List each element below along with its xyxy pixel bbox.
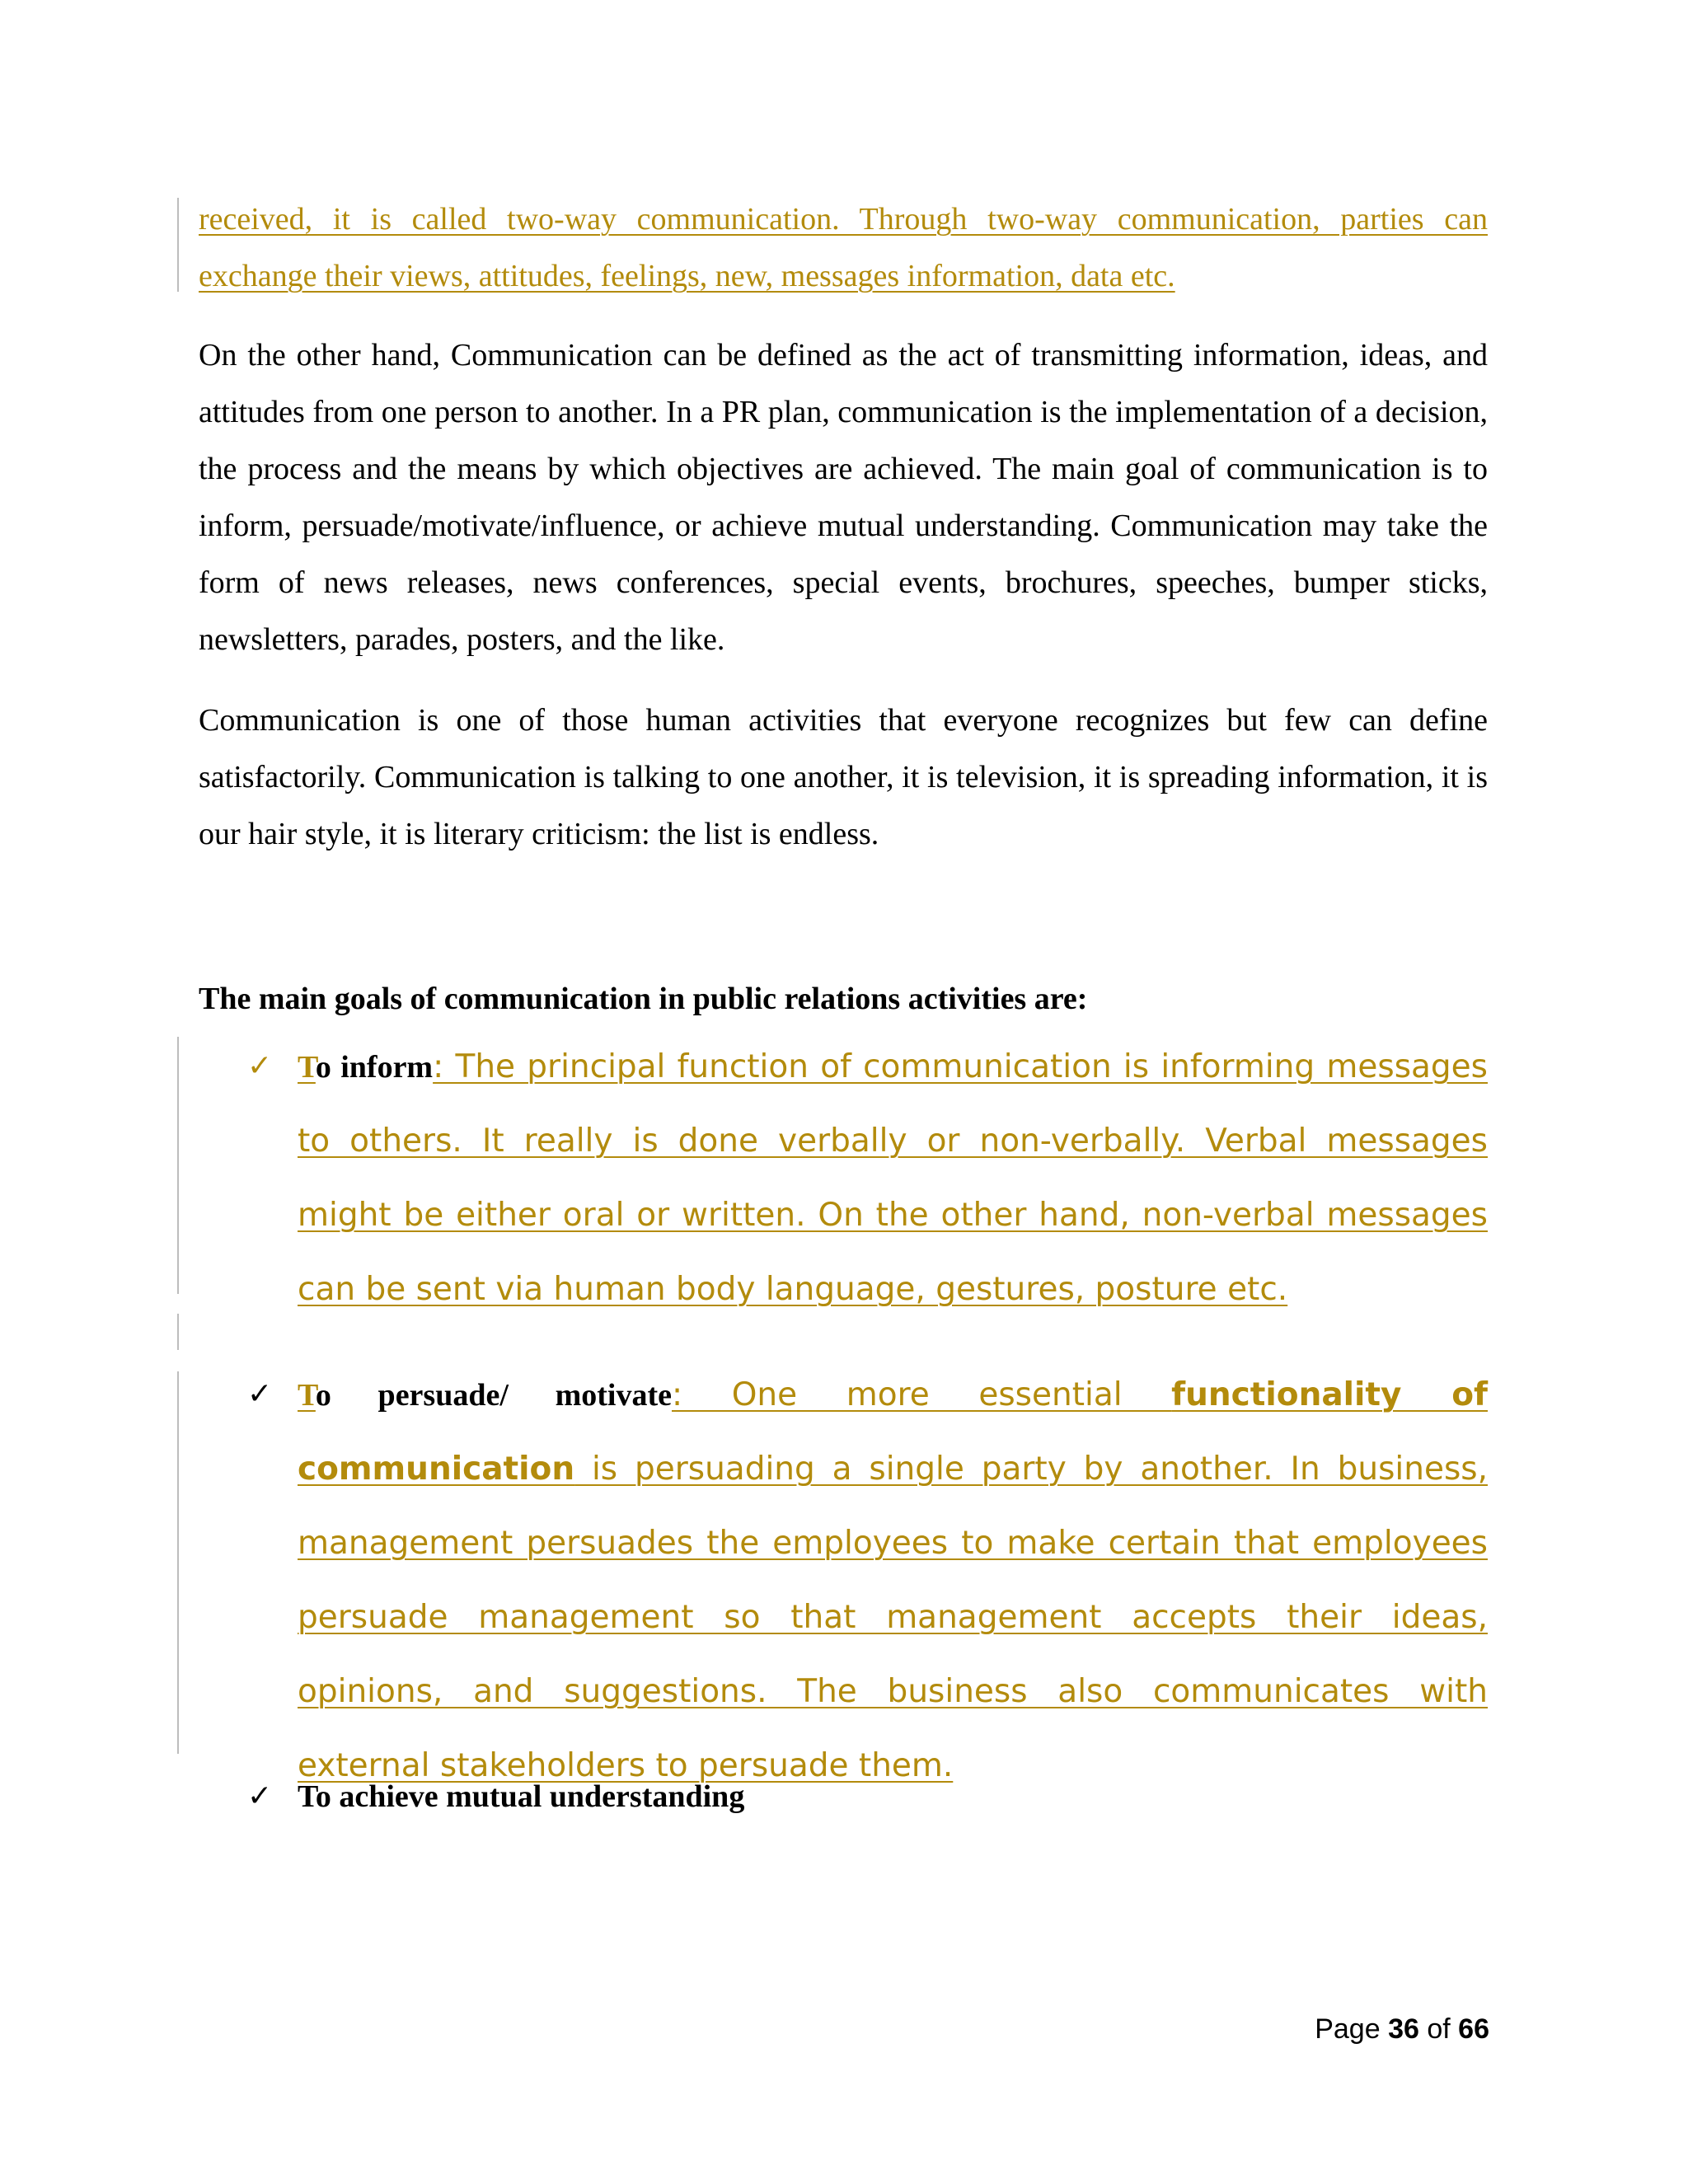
goal-label: [298, 1050, 433, 1085]
goal-label: To achieve mutual understanding: [298, 1779, 745, 1814]
page-number-footer: [1315, 2011, 1489, 2047]
goal-label: [298, 1378, 672, 1413]
goal-description-start: : One more essential: [672, 1376, 1172, 1413]
check-icon: ✓: [247, 1377, 273, 1411]
paragraph-communication-activities: Communication is one of those human activities that everyone recognizes but few can define satisfactorily. Communication is talking to one another, it is television, it is spreading information, it is our hair style, it is literary criticism: the list is endless.: [199, 703, 1488, 851]
paragraph-two-way-communication: received, it is called two-way communication. Through two-way communication, parties can exchange their views, attitudes, feelings, new, messages information, data etc.: [199, 202, 1488, 293]
goal-label-rest: o persuade/ motivate: [315, 1378, 672, 1413]
page-word: Page: [1315, 2013, 1381, 2045]
goal-description-bold: functionality of communication: [298, 1376, 1488, 1488]
goal-item-inform: [298, 1033, 1488, 1330]
goal-label-cap: T: [298, 1050, 316, 1085]
paragraph-communication-definition: On the other hand, Communication can be defined as the act of transmitting information, ideas, and attitudes from one person to another. In a PR plan, communication is the implementation of a decision, the process and the means by which objectives are achieved. The main goal of communication is to inform, persuade/motivate/influence, or achieve mutual understanding. Communication may take the form of news releases, news conferences, special events, brochures, speeches, bumper sticks, newsletters, parades, posters, and the like.: [199, 338, 1488, 657]
total-pages: 66: [1458, 2013, 1489, 2045]
check-icon: ✓: [247, 1049, 273, 1083]
goal-item-mutual-understanding: [298, 1774, 1488, 1826]
revision-bar: [177, 1371, 179, 1754]
goal-label-cap: T: [298, 1378, 316, 1413]
check-icon: ✓: [247, 1779, 273, 1813]
goal-description-end: is persuading a single party by another. In business, management persuades the employees to make certain that employees persuade management so that management accepts their ideas, opinions, and suggestions. The business also communicates with external stakeholders to persuade them.: [298, 1451, 1488, 1784]
revision-bar: [177, 1314, 179, 1350]
goals-heading: The main goals of communication in public relations activities are:: [199, 982, 1088, 1016]
goal-label-rest: o inform: [315, 1050, 434, 1085]
current-page-number: 36: [1388, 2013, 1419, 2045]
revision-bar: [177, 198, 179, 292]
revision-bar: [177, 1037, 179, 1294]
of-word: of: [1427, 2013, 1451, 2045]
goal-description: [298, 1376, 1488, 1784]
goal-item-persuade: [298, 1361, 1488, 1807]
goal-description: : The principal function of communication is informing messages to others. It really is done verbally or non-verbally. Verbal messages might be either oral or written. On the other hand, non-verbal messages can be sent via human body language, gestures, posture etc.: [298, 1048, 1488, 1308]
